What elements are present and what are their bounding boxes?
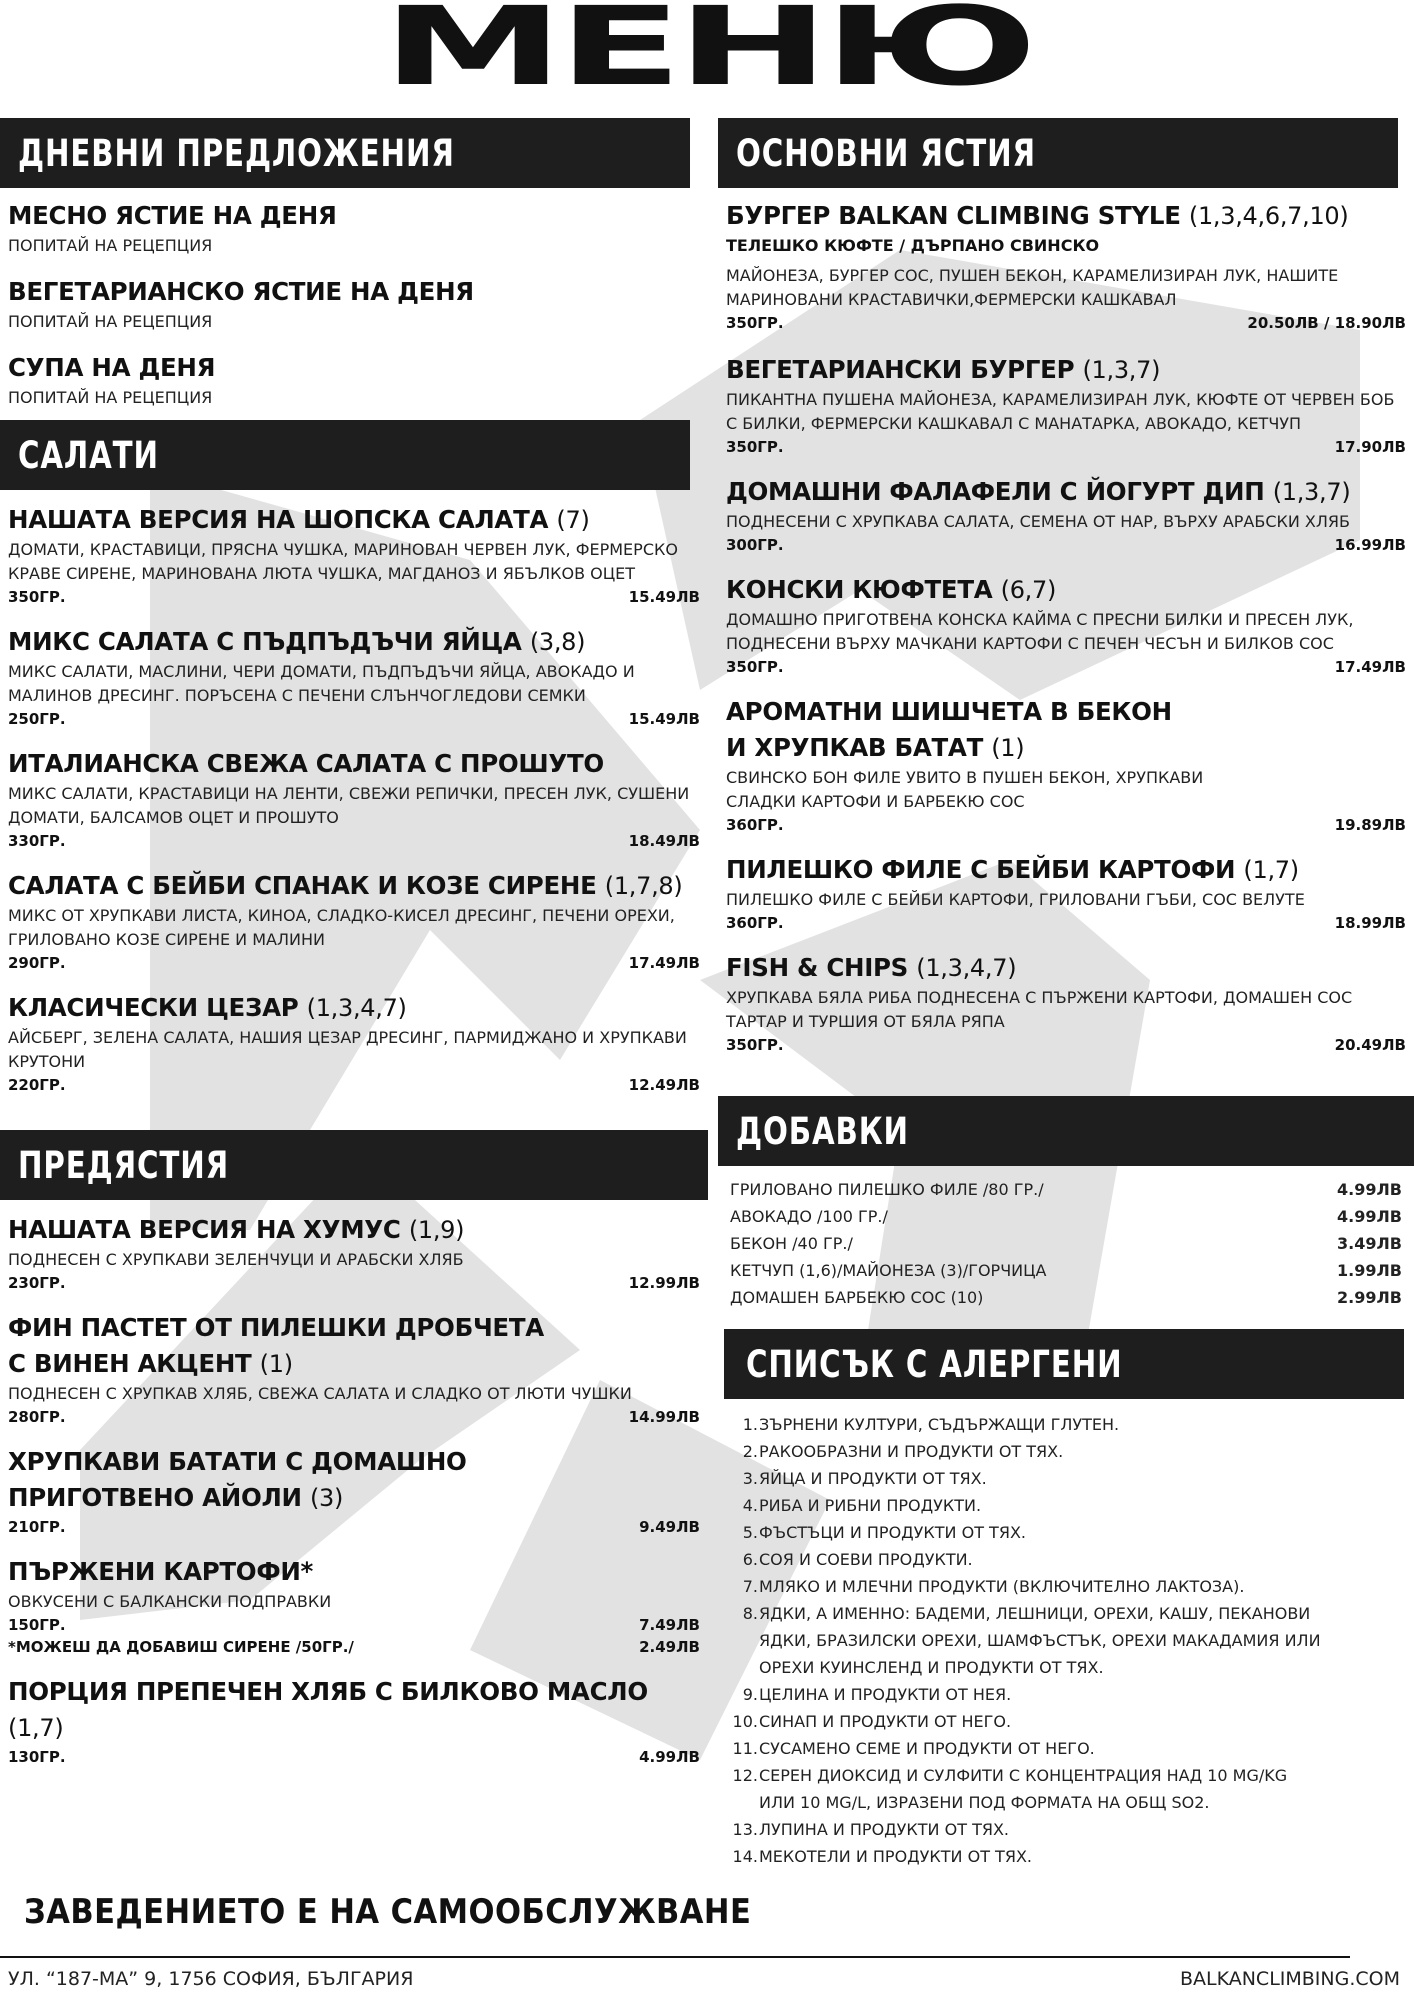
menu-item <box>0 990 708 1096</box>
menu-item <box>718 572 1414 678</box>
item-name: ДОМАШНИ ФАЛАФЕЛИ С ЙОГУРТ ДИП (1,3,7) <box>726 477 1351 506</box>
section-title: ДНЕВНИ ПРЕДЛОЖЕНИЯ <box>18 131 455 175</box>
extra-price: 3.49ЛВ <box>1337 1234 1402 1253</box>
item-meta <box>8 952 700 974</box>
item-price: 15.49ЛВ <box>628 710 700 728</box>
item-weight: 330ГР. <box>8 832 66 850</box>
item-allergens: (1) <box>991 734 1025 762</box>
item-price: 19.89ЛВ <box>1334 816 1406 834</box>
item-price: 7.49ЛВ <box>639 1616 700 1634</box>
item-note: ПОПИТАЙ НА РЕЦЕПЦИЯ <box>8 312 213 331</box>
extra-label: БЕКОН /40 ГР./ <box>730 1234 853 1253</box>
menu-item <box>0 198 708 258</box>
menu-item <box>0 1444 708 1538</box>
item-name: АРОМАТНИ ШИШЧЕТА В БЕКОН И ХРУПКАВ БАТАТ (1) <box>726 697 1172 762</box>
item-meta <box>726 436 1406 458</box>
item-allergens: (1,7) <box>1243 856 1299 884</box>
item-meta <box>726 814 1406 836</box>
extra-label: АВОКАДО /100 ГР./ <box>730 1207 888 1226</box>
menu-item <box>718 474 1414 556</box>
item-description: ОВКУСЕНИ С БАЛКАНСКИ ПОДПРАВКИ <box>8 1592 332 1611</box>
item-price: 12.49ЛВ <box>628 1076 700 1094</box>
footer-website-link[interactable]: BALKANCLIMBING.COM <box>1179 1968 1400 1990</box>
menu-item <box>718 198 1414 334</box>
item-description: СВИНСКО БОН ФИЛЕ УВИТО В ПУШЕН БЕКОН, ХРУПКАВИ СЛАДКИ КАРТОФИ И БАРБЕКЮ СОС <box>726 768 1204 811</box>
item-allergens: (1,3,7) <box>1272 478 1351 506</box>
item-weight: 280ГР. <box>8 1408 66 1426</box>
extra-price: 2.99ЛВ <box>1337 1288 1402 1307</box>
extra-price: 1.99ЛВ <box>1337 1261 1402 1280</box>
item-name: МЕСНО ЯСТИЕ НА ДЕНЯ <box>8 201 337 230</box>
item-name: НАШАТА ВЕРСИЯ НА ХУМУС (1,9) <box>8 1215 465 1244</box>
allergen-item: 8. ЯДКИ, А ИМЕННО: БАДЕМИ, ЛЕШНИЦИ, ОРЕХИ, КАШУ, ПЕКАНОВИ ЯДКИ, БРАЗИЛСКИ ОРЕХИ, ШАМФЪСТЪК, ОРЕХИ МАКАДАМИЯ ИЛИ ОРЕХИ КУИНСЛЕНД И ПРОДУКТИ ОТ ТЯХ. <box>742 1604 1321 1677</box>
item-name: ВЕГЕТАРИАНСКО ЯСТИЕ НА ДЕНЯ <box>8 277 474 306</box>
item-meta <box>8 708 700 730</box>
item-description: ХРУПКАВА БЯЛА РИБА ПОДНЕСЕНА С ПЪРЖЕНИ КАРТОФИ, ДОМАШЕН СОС ТАРТАР И ТУРШИЯ ОТ БЯЛА РЯПА <box>726 988 1353 1031</box>
extra-label: ГРИЛОВАНО ПИЛЕШКО ФИЛЕ /80 ГР./ <box>730 1180 1044 1199</box>
extra-price: 4.99ЛВ <box>1337 1180 1402 1199</box>
item-weight: 350ГР. <box>726 658 784 676</box>
item-price: 17.90ЛВ <box>1334 438 1406 456</box>
item-note: ПОПИТАЙ НА РЕЦЕПЦИЯ <box>8 236 213 255</box>
item-allergens: (1,3,4,7) <box>306 994 407 1022</box>
item-description: МАЙОНЕЗА, БУРГЕР СОС, ПУШЕН БЕКОН, КАРАМЕЛИЗИРАН ЛУК, НАШИТЕ МАРИНОВАНИ КРАСТАВИЧКИ,ФЕРМЕРСКИ КАШКАВАЛ <box>726 266 1339 309</box>
item-allergens: (1,9) <box>408 1216 465 1244</box>
menu-item <box>0 274 708 334</box>
item-price: 20.49ЛВ <box>1334 1036 1406 1054</box>
item-name: САЛАТА С БЕЙБИ СПАНАК И КОЗЕ СИРЕНЕ (1,7,8) <box>8 871 683 900</box>
section-header-mains <box>718 118 1398 188</box>
section-title: СПИСЪК С АЛЕРГЕНИ <box>746 1342 1123 1386</box>
item-price: 18.49ЛВ <box>628 832 700 850</box>
item-description: ДОМАТИ, КРАСТАВИЦИ, ПРЯСНА ЧУШКА, МАРИНОВАН ЧЕРВЕН ЛУК, ФЕРМЕРСКО КРАВЕ СИРЕНЕ, МАРИНОВАНА ЛЮТА ЧУШКА, МАГДАНОЗ И ЯБЪЛКОВ ОЦЕТ <box>8 540 678 583</box>
item-meta <box>726 912 1406 934</box>
allergen-item: 10. СИНАП И ПРОДУКТИ ОТ НЕГО. <box>732 1712 1012 1731</box>
allergen-item: 4. РИБА И РИБНИ ПРОДУКТИ. <box>742 1496 982 1515</box>
item-allergens: (7) <box>556 506 590 534</box>
item-extra-label: *МОЖЕШ ДА ДОБАВИШ СИРЕНЕ /50ГР./ <box>8 1638 354 1656</box>
item-name: ХРУПКАВИ БАТАТИ С ДОМАШНО ПРИГОТВЕНО АЙОЛИ (3) <box>8 1447 467 1512</box>
allergen-item: 11. СУСАМЕНО СЕМЕ И ПРОДУКТИ ОТ НЕГО. <box>732 1739 1095 1758</box>
menu-item <box>718 852 1414 934</box>
item-description: МИКС ОТ ХРУПКАВИ ЛИСТА, КИНОА, СЛАДКО-КИСЕЛ ДРЕСИНГ, ПЕЧЕНИ ОРЕХИ, ГРИЛОВАНО КОЗЕ СИРЕНЕ И МАЛИНИ <box>8 906 675 949</box>
item-note: ПОПИТАЙ НА РЕЦЕПЦИЯ <box>8 388 213 407</box>
section-title: ПРЕДЯСТИЯ <box>18 1143 230 1187</box>
page-title: МЕНЮ <box>382 0 1032 110</box>
section-header-daily <box>0 118 690 188</box>
item-weight: 350ГР. <box>726 314 784 332</box>
item-allergens: (1,3,4,7) <box>916 954 1017 982</box>
item-meta <box>8 586 700 608</box>
item-description: ПОДНЕСЕН С ХРУПКАВ ХЛЯБ, СВЕЖА САЛАТА И СЛАДКО ОТ ЛЮТИ ЧУШКИ <box>8 1384 632 1403</box>
item-allergens: (1,7) <box>8 1714 64 1742</box>
allergen-item: 2. РАКООБРАЗНИ И ПРОДУКТИ ОТ ТЯХ. <box>742 1442 1064 1461</box>
item-name: ПОРЦИЯ ПРЕПЕЧЕН ХЛЯБ С БИЛКОВО МАСЛО (1,7) <box>8 1677 648 1742</box>
item-meta <box>8 1614 700 1636</box>
section-header-extras <box>718 1096 1414 1166</box>
item-name: КЛАСИЧЕСКИ ЦЕЗАР (1,3,4,7) <box>8 993 407 1022</box>
menu-item <box>0 1310 708 1428</box>
item-name: НАШАТА ВЕРСИЯ НА ШОПСКА САЛАТА (7) <box>8 505 590 534</box>
menu-item <box>718 352 1414 458</box>
item-meta <box>726 534 1406 556</box>
footer-divider <box>0 1956 1350 1958</box>
menu-item <box>0 868 708 974</box>
menu-item <box>0 1212 708 1294</box>
item-allergens: (1,7,8) <box>604 872 683 900</box>
self-service-notice: ЗАВЕДЕНИЕТО Е НА САМООБСЛУЖВАНЕ <box>24 1892 752 1932</box>
item-weight: 290ГР. <box>8 954 66 972</box>
section-title: ДОБАВКИ <box>736 1109 909 1153</box>
menu-item <box>0 746 708 852</box>
item-description: ПОДНЕСЕН С ХРУПКАВИ ЗЕЛЕНЧУЦИ И АРАБСКИ ХЛЯБ <box>8 1250 464 1269</box>
allergen-item: 12. СЕРЕН ДИОКСИД И СУЛФИТИ С КОНЦЕНТРАЦИЯ НАД 10 MG/KG ИЛИ 10 MG/L, ИЗРАЗЕНИ ПОД ФОРМАТА НА ОБЩ SO2. <box>732 1766 1288 1812</box>
item-price: 17.49ЛВ <box>1334 658 1406 676</box>
item-name: ВЕГЕТАРИАНСКИ БУРГЕР (1,3,7) <box>726 355 1161 384</box>
item-description: ПОДНЕСЕНИ С ХРУПКАВА САЛАТА, СЕМЕНА ОТ НАР, ВЪРХУ АРАБСКИ ХЛЯБ <box>726 512 1351 531</box>
item-name: СУПА НА ДЕНЯ <box>8 353 216 382</box>
section-header-allergens <box>724 1329 1404 1399</box>
allergen-item: 3. ЯЙЦА И ПРОДУКТИ ОТ ТЯХ. <box>742 1469 987 1488</box>
item-weight: 360ГР. <box>726 914 784 932</box>
item-weight: 210ГР. <box>8 1518 66 1536</box>
item-description: МИКС САЛАТИ, КРАСТАВИЦИ НА ЛЕНТИ, СВЕЖИ РЕПИЧКИ, ПРЕСЕН ЛУК, СУШЕНИ ДОМАТИ, БАЛСАМОВ ОЦЕТ И ПРОШУТО <box>8 784 690 827</box>
item-weight: 350ГР. <box>726 438 784 456</box>
item-weight: 230ГР. <box>8 1274 66 1292</box>
item-allergens: (1,3,7) <box>1082 356 1161 384</box>
item-price: 20.50ЛВ / 18.90ЛВ <box>1247 314 1406 332</box>
item-weight: 150ГР. <box>8 1616 66 1634</box>
item-meta <box>726 1034 1406 1056</box>
menu-item <box>0 350 708 410</box>
extra-label: ДОМАШЕН БАРБЕКЮ СОС (10) <box>730 1288 984 1307</box>
allergen-item: 5. ФЪСТЪЦИ И ПРОДУКТИ ОТ ТЯХ. <box>742 1523 1026 1542</box>
item-price: 16.99ЛВ <box>1334 536 1406 554</box>
item-weight: 300ГР. <box>726 536 784 554</box>
item-allergens: (1,3,4,6,7,10) <box>1188 202 1349 230</box>
item-weight: 130ГР. <box>8 1748 66 1766</box>
item-price: 15.49ЛВ <box>628 588 700 606</box>
item-description: ДОМАШНО ПРИГОТВЕНА КОНСКА КАЙМА С ПРЕСНИ БИЛКИ И ПРЕСЕН ЛУК, ПОДНЕСЕНИ ВЪРХУ МАЧКАНИ КАРТОФИ С ПЕЧЕН ЧЕСЪН И БИЛКОВ СОС <box>726 610 1354 653</box>
item-weight: 360ГР. <box>726 816 784 834</box>
item-description: МИКС САЛАТИ, МАСЛИНИ, ЧЕРИ ДОМАТИ, ПЪДПЪДЪЧИ ЯЙЦА, АВОКАДО И МАЛИНОВ ДРЕСИНГ. ПОРЪСЕНА С ПЕЧЕНИ СЛЪНЧОГЛЕДОВИ СЕМКИ <box>8 662 635 705</box>
allergen-list <box>718 1411 1414 1870</box>
item-description: ПИКАНТНА ПУШЕНА МАЙОНЕЗА, КАРАМЕЛИЗИРАН ЛУК, КЮФТЕ ОТ ЧЕРВЕН БОБ С БИЛКИ, ФЕРМЕРСКИ КАШКАВАЛ С МАНАТАРКА, АВОКАДО, КЕТЧУП <box>726 390 1395 433</box>
item-price: 4.99ЛВ <box>639 1748 700 1766</box>
extras-row <box>718 1257 1414 1284</box>
item-extra-option <box>8 1636 700 1658</box>
menu-item <box>0 1554 708 1658</box>
item-meta <box>8 1272 700 1294</box>
item-meta <box>726 656 1406 678</box>
item-extra-price: 2.49ЛВ <box>639 1638 700 1656</box>
item-meta <box>8 1746 700 1768</box>
item-weight: 350ГР. <box>8 588 66 606</box>
item-allergens: (6,7) <box>1000 576 1057 604</box>
item-name: ПИЛЕШКО ФИЛЕ С БЕЙБИ КАРТОФИ (1,7) <box>726 855 1299 884</box>
extras-list <box>718 1176 1414 1311</box>
item-meta <box>8 1516 700 1538</box>
left-column <box>0 118 708 1768</box>
menu-item <box>0 624 708 730</box>
item-name: FISH & CHIPS (1,3,4,7) <box>726 953 1017 982</box>
allergen-item: 14. МЕКОТЕЛИ И ПРОДУКТИ ОТ ТЯХ. <box>732 1847 1032 1866</box>
item-allergens: (3) <box>309 1484 344 1512</box>
item-name: МИКС САЛАТА С ПЪДПЪДЪЧИ ЯЙЦА (3,8) <box>8 627 586 656</box>
allergen-item: 7. МЛЯКО И МЛЕЧНИ ПРОДУКТИ (ВКЛЮЧИТЕЛНО ЛАКТОЗА). <box>742 1577 1245 1596</box>
menu-item <box>718 694 1414 836</box>
item-allergens: (1) <box>259 1350 293 1378</box>
item-price: 18.99ЛВ <box>1334 914 1406 932</box>
footer-address: УЛ. “187-МА” 9, 1756 СОФИЯ, БЪЛГАРИЯ <box>8 1968 414 1990</box>
item-meta <box>8 1406 700 1428</box>
right-column <box>718 118 1414 1870</box>
section-header-starters <box>0 1130 708 1200</box>
item-price: 14.99ЛВ <box>628 1408 700 1426</box>
item-description: АЙСБЕРГ, ЗЕЛЕНА САЛАТА, НАШИЯ ЦЕЗАР ДРЕСИНГ, ПАРМИДЖАНО И ХРУПКАВИ КРУТОНИ <box>8 1028 687 1071</box>
item-price: 17.49ЛВ <box>628 954 700 972</box>
allergen-item: 13. ЛУПИНА И ПРОДУКТИ ОТ ТЯХ. <box>732 1820 1009 1839</box>
item-subtitle: ТЕЛЕШКО КЮФТЕ / ДЪРПАНО СВИНСКО <box>726 236 1100 255</box>
menu-item <box>0 502 708 608</box>
section-title: ОСНОВНИ ЯСТИЯ <box>736 131 1036 175</box>
allergen-item: 9. ЦЕЛИНА И ПРОДУКТИ ОТ НЕЯ. <box>742 1685 1012 1704</box>
item-name: ПЪРЖЕНИ КАРТОФИ* <box>8 1557 314 1586</box>
item-meta <box>8 830 700 852</box>
item-meta <box>726 312 1406 334</box>
item-allergens: (3,8) <box>529 628 586 656</box>
extras-row <box>718 1284 1414 1311</box>
item-name: ФИН ПАСТЕТ ОТ ПИЛЕШКИ ДРОБЧЕТА С ВИНЕН АКЦЕНТ (1) <box>8 1313 544 1378</box>
section-header-salads <box>0 420 690 490</box>
item-description: ПИЛЕШКО ФИЛЕ С БЕЙБИ КАРТОФИ, ГРИЛОВАНИ ГЪБИ, СОС ВЕЛУТЕ <box>726 890 1305 909</box>
item-weight: 250ГР. <box>8 710 66 728</box>
item-weight: 350ГР. <box>726 1036 784 1054</box>
menu-item <box>0 1674 708 1768</box>
item-name: ИТАЛИАНСКА СВЕЖА САЛАТА С ПРОШУТО <box>8 749 604 778</box>
item-name: КОНСКИ КЮФТЕТА (6,7) <box>726 575 1057 604</box>
item-price: 9.49ЛВ <box>639 1518 700 1536</box>
extras-row <box>718 1203 1414 1230</box>
section-title: САЛАТИ <box>18 433 159 477</box>
extras-row <box>718 1230 1414 1257</box>
allergen-item: 6. СОЯ И СОЕВИ ПРОДУКТИ. <box>742 1550 973 1569</box>
item-weight: 220ГР. <box>8 1076 66 1094</box>
allergen-item: 1. ЗЪРНЕНИ КУЛТУРИ, СЪДЪРЖАЩИ ГЛУТЕН. <box>742 1415 1120 1434</box>
menu-item <box>718 950 1414 1056</box>
extras-row <box>718 1176 1414 1203</box>
item-meta <box>8 1074 700 1096</box>
item-price: 12.99ЛВ <box>628 1274 700 1292</box>
extra-price: 4.99ЛВ <box>1337 1207 1402 1226</box>
item-name: БУРГЕР BALKAN CLIMBING STYLE (1,3,4,6,7,10) <box>726 201 1349 230</box>
extra-label: КЕТЧУП (1,6)/МАЙОНЕЗА (3)/ГОРЧИЦА <box>730 1261 1047 1280</box>
